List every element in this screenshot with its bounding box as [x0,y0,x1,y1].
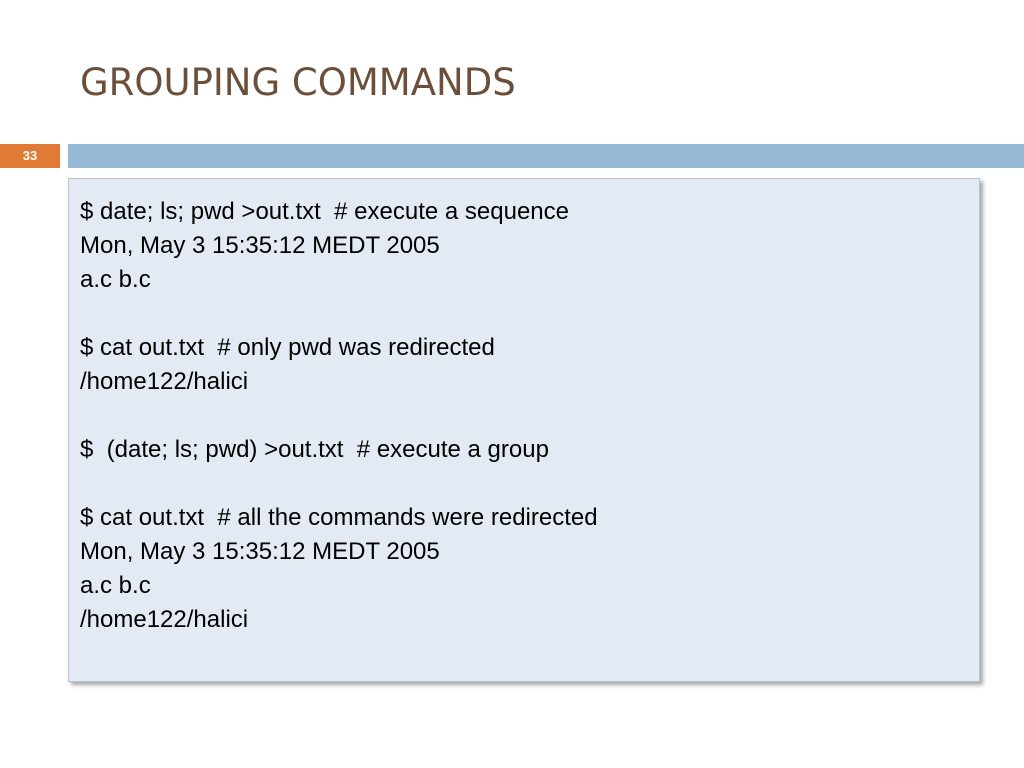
content-box [68,178,980,682]
blank-line [80,399,969,433]
code-line: a.c b.c [80,572,151,599]
code-lines [80,195,969,637]
blank-line [80,467,969,501]
slide-title: GROUPING COMMANDS [80,61,516,104]
code-line: $ cat out.txt # only pwd was redirected [80,334,495,361]
code-line: Mon, May 3 15:35:12 MEDT 2005 [80,232,440,259]
header-bar [68,144,1024,168]
code-line: /home122/halici [80,368,249,395]
code-line: /home122/halici [80,606,249,633]
slide-number: 33 [0,144,60,168]
blank-line [80,297,969,331]
code-line: $ date; ls; pwd >out.txt # execute a sequence [80,198,569,225]
code-line: $ cat out.txt # all the commands were redirected [80,504,598,531]
code-line: $ (date; ls; pwd) >out.txt # execute a group [80,436,549,463]
code-line: a.c b.c [80,266,151,293]
code-line: Mon, May 3 15:35:12 MEDT 2005 [80,538,440,565]
